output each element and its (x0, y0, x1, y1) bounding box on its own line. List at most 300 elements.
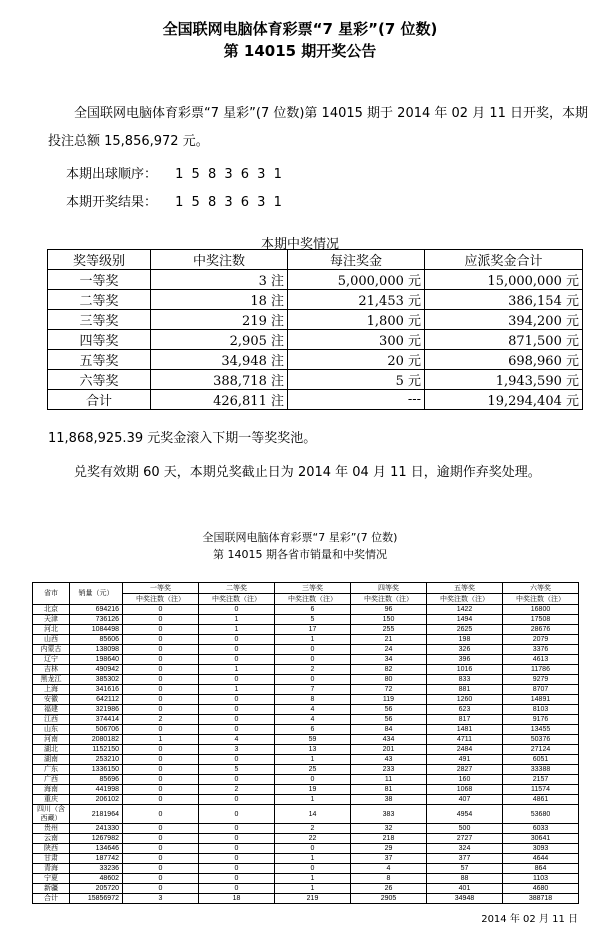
province-win-count: 11786 (503, 665, 579, 675)
province-win-count: 491 (427, 755, 503, 765)
province-win-count: 324 (427, 844, 503, 854)
province-win-count: 3 (199, 745, 275, 755)
province-win-count: 18 (199, 894, 275, 904)
province-win-count: 500 (427, 824, 503, 834)
province-sales: 85606 (70, 635, 123, 645)
province-win-count: 34948 (427, 894, 503, 904)
header-level: 奖等级别 (48, 250, 151, 270)
province-win-count: 0 (199, 834, 275, 844)
province-name: 宁夏 (33, 874, 70, 884)
header-win-count: 中奖注数（注） (199, 594, 275, 605)
footer-date: 2014 年 02 月 11 日 (481, 914, 578, 925)
province-name: 四川（含西藏） (33, 805, 70, 824)
province-row (33, 785, 579, 795)
province-table (32, 582, 579, 904)
province-win-count: 4711 (427, 735, 503, 745)
province-sales: 85696 (70, 775, 123, 785)
province-name: 湖北 (33, 745, 70, 755)
province-win-count: 0 (199, 874, 275, 884)
province-win-count: 22 (275, 834, 351, 844)
province-win-count: 0 (199, 705, 275, 715)
province-name: 甘肃 (33, 854, 70, 864)
province-name: 黑龙江 (33, 675, 70, 685)
province-name: 广西 (33, 775, 70, 785)
province-win-count: 0 (123, 854, 199, 864)
province-row (33, 745, 579, 755)
prize-count: 3 注 (151, 270, 288, 290)
province-win-count: 623 (427, 705, 503, 715)
province-win-count: 401 (427, 884, 503, 894)
province-win-count: 1481 (427, 725, 503, 735)
province-win-count: 0 (275, 655, 351, 665)
province-sales: 138098 (70, 645, 123, 655)
province-win-count: 34 (351, 655, 427, 665)
province-win-count: 14 (275, 805, 351, 824)
province-win-count: 4 (351, 864, 427, 874)
province-win-count: 0 (199, 864, 275, 874)
province-win-count: 2827 (427, 765, 503, 775)
province-win-count: 377 (427, 854, 503, 864)
province-row (33, 864, 579, 874)
province-sales: 736126 (70, 615, 123, 625)
prize-count: 2,905 注 (151, 330, 288, 350)
province-row (33, 625, 579, 635)
province-win-count: 1068 (427, 785, 503, 795)
province-sales: 205720 (70, 884, 123, 894)
province-sales: 506706 (70, 725, 123, 735)
province-win-count: 1 (275, 884, 351, 894)
header-total: 应派奖金合计 (425, 250, 583, 270)
province-win-count: 0 (275, 775, 351, 785)
province-win-count: 17 (275, 625, 351, 635)
province-sales: 15856972 (70, 894, 123, 904)
province-win-count: 9176 (503, 715, 579, 725)
prize-row (48, 350, 583, 370)
province-win-count: 0 (123, 795, 199, 805)
province-win-count: 198 (427, 635, 503, 645)
province-win-count: 72 (351, 685, 427, 695)
province-win-count: 0 (123, 645, 199, 655)
province-win-count: 0 (123, 824, 199, 834)
province-win-count: 396 (427, 655, 503, 665)
province-win-count: 0 (123, 705, 199, 715)
province-win-count: 0 (123, 695, 199, 705)
prize-total: 19,294,404 元 (425, 390, 583, 410)
province-win-count: 0 (199, 775, 275, 785)
prize-total: 394,200 元 (425, 310, 583, 330)
province-win-count: 4954 (427, 805, 503, 824)
prize-row (48, 270, 583, 290)
province-name: 河北 (33, 625, 70, 635)
province-win-count: 25 (275, 765, 351, 775)
prize-count: 388,718 注 (151, 370, 288, 390)
province-sales: 253210 (70, 755, 123, 765)
province-win-count: 33388 (503, 765, 579, 775)
prize-total: 698,960 元 (425, 350, 583, 370)
province-sales: 134646 (70, 844, 123, 854)
province-row (33, 735, 579, 745)
province-win-count: 0 (123, 864, 199, 874)
province-row (33, 695, 579, 705)
province-win-count: 383 (351, 805, 427, 824)
province-win-count: 150 (351, 615, 427, 625)
province-sales: 206102 (70, 795, 123, 805)
header-count: 中奖注数 (151, 250, 288, 270)
province-row (33, 894, 579, 904)
prize-row (48, 370, 583, 390)
prize-amount: --- (288, 390, 425, 410)
province-win-count: 2 (199, 785, 275, 795)
province-win-count: 6 (275, 725, 351, 735)
province-win-count: 6051 (503, 755, 579, 765)
prize-table-title: 本期中奖情况 (260, 237, 339, 252)
province-win-count: 0 (199, 645, 275, 655)
prize-level: 二等奖 (48, 290, 151, 310)
province-sales: 1152150 (70, 745, 123, 755)
province-name: 新疆 (33, 884, 70, 894)
province-win-count: 84 (351, 725, 427, 735)
province-win-count: 833 (427, 675, 503, 685)
province-win-count: 219 (275, 894, 351, 904)
prize-amount: 21,453 元 (288, 290, 425, 310)
province-win-count: 388718 (503, 894, 579, 904)
province-name: 内蒙古 (33, 645, 70, 655)
prize-table-header (48, 250, 583, 270)
province-title: 全国联网电脑体育彩票“7 星彩”(7 位数) (202, 531, 398, 544)
province-win-count: 1494 (427, 615, 503, 625)
prize-total: 871,500 元 (425, 330, 583, 350)
province-win-count: 0 (199, 695, 275, 705)
province-win-count: 1 (199, 665, 275, 675)
draw-order (66, 163, 284, 182)
header-sales: 销量（元） (70, 583, 123, 605)
province-win-count: 28676 (503, 625, 579, 635)
province-win-count: 2157 (503, 775, 579, 785)
prize-table (47, 249, 583, 410)
province-sales: 2181964 (70, 805, 123, 824)
province-win-count: 0 (199, 805, 275, 824)
prize-level: 五等奖 (48, 350, 151, 370)
province-name: 山西 (33, 635, 70, 645)
province-win-count: 1 (123, 735, 199, 745)
prize-count: 18 注 (151, 290, 288, 310)
province-win-count: 7 (275, 685, 351, 695)
province-win-count: 0 (199, 795, 275, 805)
province-win-count: 0 (275, 645, 351, 655)
header-prize-group: 六等奖 (503, 583, 579, 594)
province-win-count: 0 (199, 844, 275, 854)
province-win-count: 0 (275, 675, 351, 685)
province-sales: 1267982 (70, 834, 123, 844)
province-win-count: 13 (275, 745, 351, 755)
province-name: 天津 (33, 615, 70, 625)
prize-amount: 20 元 (288, 350, 425, 370)
province-win-count: 0 (123, 725, 199, 735)
header-prize-group: 三等奖 (275, 583, 351, 594)
header-prize-group: 五等奖 (427, 583, 503, 594)
prize-row (48, 310, 583, 330)
province-sales: 341616 (70, 685, 123, 695)
draw-result-numbers: 1 5 8 3 6 3 1 (175, 195, 284, 210)
rollover-text: 11,868,925.39 元奖金滚入下期一等奖奖池。 (48, 431, 317, 446)
province-win-count: 1260 (427, 695, 503, 705)
province-sales: 1336150 (70, 765, 123, 775)
prize-level: 合计 (48, 390, 151, 410)
province-win-count: 1 (275, 635, 351, 645)
province-win-count: 0 (199, 824, 275, 834)
province-win-count: 5 (275, 615, 351, 625)
province-win-count: 5 (199, 765, 275, 775)
province-row (33, 645, 579, 655)
province-win-count: 0 (199, 715, 275, 725)
header-prize: 每注奖金 (288, 250, 425, 270)
province-win-count: 6 (275, 605, 351, 615)
province-win-count: 0 (123, 635, 199, 645)
province-win-count: 0 (123, 765, 199, 775)
province-win-count: 0 (123, 844, 199, 854)
prize-amount: 5,000,000 元 (288, 270, 425, 290)
province-sales: 187742 (70, 854, 123, 864)
province-sales: 642112 (70, 695, 123, 705)
province-win-count: 864 (503, 864, 579, 874)
province-win-count: 0 (123, 884, 199, 894)
province-win-count: 4 (275, 715, 351, 725)
province-win-count: 29 (351, 844, 427, 854)
province-win-count: 201 (351, 745, 427, 755)
prize-row (48, 330, 583, 350)
province-row (33, 675, 579, 685)
province-win-count: 27124 (503, 745, 579, 755)
province-win-count: 88 (427, 874, 503, 884)
province-win-count: 0 (123, 805, 199, 824)
prize-amount: 1,800 元 (288, 310, 425, 330)
province-name: 重庆 (33, 795, 70, 805)
province-sales: 2080182 (70, 735, 123, 745)
province-win-count: 1 (199, 685, 275, 695)
province-win-count: 0 (199, 635, 275, 645)
page-title: 全国联网电脑体育彩票“7 星彩”(7 位数) (162, 20, 438, 38)
province-row (33, 705, 579, 715)
province-win-count: 4861 (503, 795, 579, 805)
header-prize-group: 一等奖 (123, 583, 199, 594)
draw-result-label: 本期开奖结果： (66, 195, 158, 210)
prize-total: 1,943,590 元 (425, 370, 583, 390)
province-name: 青海 (33, 864, 70, 874)
province-win-count: 96 (351, 605, 427, 615)
province-win-count: 0 (123, 605, 199, 615)
province-name: 合计 (33, 894, 70, 904)
draw-result (66, 191, 284, 210)
prize-row (48, 390, 583, 410)
province-win-count: 3093 (503, 844, 579, 854)
header-win-count: 中奖注数（注） (123, 594, 199, 605)
province-win-count: 0 (123, 625, 199, 635)
province-win-count: 1016 (427, 665, 503, 675)
province-row (33, 715, 579, 725)
province-name: 贵州 (33, 824, 70, 834)
province-row (33, 834, 579, 844)
province-win-count: 2727 (427, 834, 503, 844)
province-row (33, 685, 579, 695)
draw-order-numbers: 1 5 8 3 6 3 1 (175, 167, 284, 182)
province-win-count: 3 (123, 894, 199, 904)
province-win-count: 1 (275, 854, 351, 864)
province-win-count: 255 (351, 625, 427, 635)
province-name: 山东 (33, 725, 70, 735)
prize-total: 15,000,000 元 (425, 270, 583, 290)
province-win-count: 43 (351, 755, 427, 765)
province-sales: 241330 (70, 824, 123, 834)
province-win-count: 0 (123, 834, 199, 844)
province-win-count: 8707 (503, 685, 579, 695)
province-win-count: 233 (351, 765, 427, 775)
province-name: 福建 (33, 705, 70, 715)
page-subtitle: 第 14015 期开奖公告 (223, 42, 377, 60)
province-row (33, 854, 579, 864)
province-win-count: 2625 (427, 625, 503, 635)
province-win-count: 81 (351, 785, 427, 795)
province-sales: 374414 (70, 715, 123, 725)
province-win-count: 1 (275, 874, 351, 884)
province-win-count: 1 (199, 615, 275, 625)
province-row (33, 605, 579, 615)
province-sales: 490942 (70, 665, 123, 675)
province-win-count: 0 (199, 605, 275, 615)
province-row (33, 795, 579, 805)
province-win-count: 24 (351, 645, 427, 655)
province-win-count: 0 (275, 844, 351, 854)
province-win-count: 0 (275, 864, 351, 874)
header-win-count: 中奖注数（注） (351, 594, 427, 605)
province-win-count: 0 (199, 675, 275, 685)
province-name: 陕西 (33, 844, 70, 854)
province-win-count: 26 (351, 884, 427, 894)
province-win-count: 0 (123, 665, 199, 675)
province-win-count: 50376 (503, 735, 579, 745)
province-win-count: 38 (351, 795, 427, 805)
province-win-count: 2 (275, 824, 351, 834)
province-win-count: 8 (275, 695, 351, 705)
province-win-count: 326 (427, 645, 503, 655)
province-win-count: 817 (427, 715, 503, 725)
province-win-count: 1422 (427, 605, 503, 615)
province-win-count: 407 (427, 795, 503, 805)
province-row (33, 765, 579, 775)
province-win-count: 82 (351, 665, 427, 675)
province-win-count: 11574 (503, 785, 579, 795)
province-sales: 48602 (70, 874, 123, 884)
province-win-count: 30641 (503, 834, 579, 844)
draw-order-label: 本期出球顺序： (66, 167, 158, 182)
province-row (33, 824, 579, 834)
province-win-count: 0 (123, 745, 199, 755)
province-win-count: 56 (351, 715, 427, 725)
province-win-count: 2079 (503, 635, 579, 645)
header-prize-group: 二等奖 (199, 583, 275, 594)
province-win-count: 218 (351, 834, 427, 844)
province-row (33, 665, 579, 675)
province-win-count: 1 (275, 755, 351, 765)
province-subtitle: 第 14015 期各省市销量和中奖情况 (213, 548, 387, 561)
province-win-count: 119 (351, 695, 427, 705)
prize-level: 六等奖 (48, 370, 151, 390)
province-win-count: 11 (351, 775, 427, 785)
province-win-count: 0 (123, 755, 199, 765)
province-win-count: 0 (199, 725, 275, 735)
province-row (33, 725, 579, 735)
province-win-count: 4 (275, 705, 351, 715)
province-win-count: 0 (123, 685, 199, 695)
province-win-count: 2 (123, 715, 199, 725)
province-win-count: 9279 (503, 675, 579, 685)
province-win-count: 8 (351, 874, 427, 884)
province-name: 江西 (33, 715, 70, 725)
province-win-count: 160 (427, 775, 503, 785)
province-win-count: 0 (123, 615, 199, 625)
province-name: 安徽 (33, 695, 70, 705)
province-row (33, 755, 579, 765)
header-province: 省市 (33, 583, 70, 605)
prize-row (48, 290, 583, 310)
province-win-count: 37 (351, 854, 427, 864)
province-win-count: 434 (351, 735, 427, 745)
province-sales: 441998 (70, 785, 123, 795)
prize-count: 219 注 (151, 310, 288, 330)
province-win-count: 57 (427, 864, 503, 874)
province-win-count: 0 (199, 755, 275, 765)
province-row (33, 615, 579, 625)
province-win-count: 1 (199, 625, 275, 635)
province-row (33, 874, 579, 884)
province-win-count: 14891 (503, 695, 579, 705)
province-header-row (33, 583, 579, 594)
province-sales: 385302 (70, 675, 123, 685)
province-row (33, 805, 579, 824)
prize-level: 一等奖 (48, 270, 151, 290)
province-win-count: 53680 (503, 805, 579, 824)
province-sales: 33236 (70, 864, 123, 874)
province-win-count: 2 (275, 665, 351, 675)
province-win-count: 881 (427, 685, 503, 695)
province-win-count: 32 (351, 824, 427, 834)
province-name: 辽宁 (33, 655, 70, 665)
province-win-count: 0 (123, 655, 199, 665)
province-win-count: 4 (199, 735, 275, 745)
province-name: 云南 (33, 834, 70, 844)
province-win-count: 3376 (503, 645, 579, 655)
province-win-count: 2484 (427, 745, 503, 755)
province-win-count: 4680 (503, 884, 579, 894)
prize-count: 34,948 注 (151, 350, 288, 370)
province-win-count: 16800 (503, 605, 579, 615)
province-win-count: 0 (123, 675, 199, 685)
province-win-count: 8103 (503, 705, 579, 715)
header-win-count: 中奖注数（注） (275, 594, 351, 605)
prize-count: 426,811 注 (151, 390, 288, 410)
province-win-count: 19 (275, 785, 351, 795)
province-win-count: 56 (351, 705, 427, 715)
province-win-count: 13455 (503, 725, 579, 735)
province-name: 北京 (33, 605, 70, 615)
province-win-count: 0 (199, 884, 275, 894)
province-sales: 1084498 (70, 625, 123, 635)
province-row (33, 884, 579, 894)
province-name: 上海 (33, 685, 70, 695)
redeem-text: 兑奖有效期 60 天，本期兑奖截止日为 2014 年 04 月 11 日，逾期作弃奖处理。 (74, 465, 541, 480)
province-win-count: 0 (123, 874, 199, 884)
province-win-count: 0 (199, 854, 275, 864)
prize-level: 四等奖 (48, 330, 151, 350)
